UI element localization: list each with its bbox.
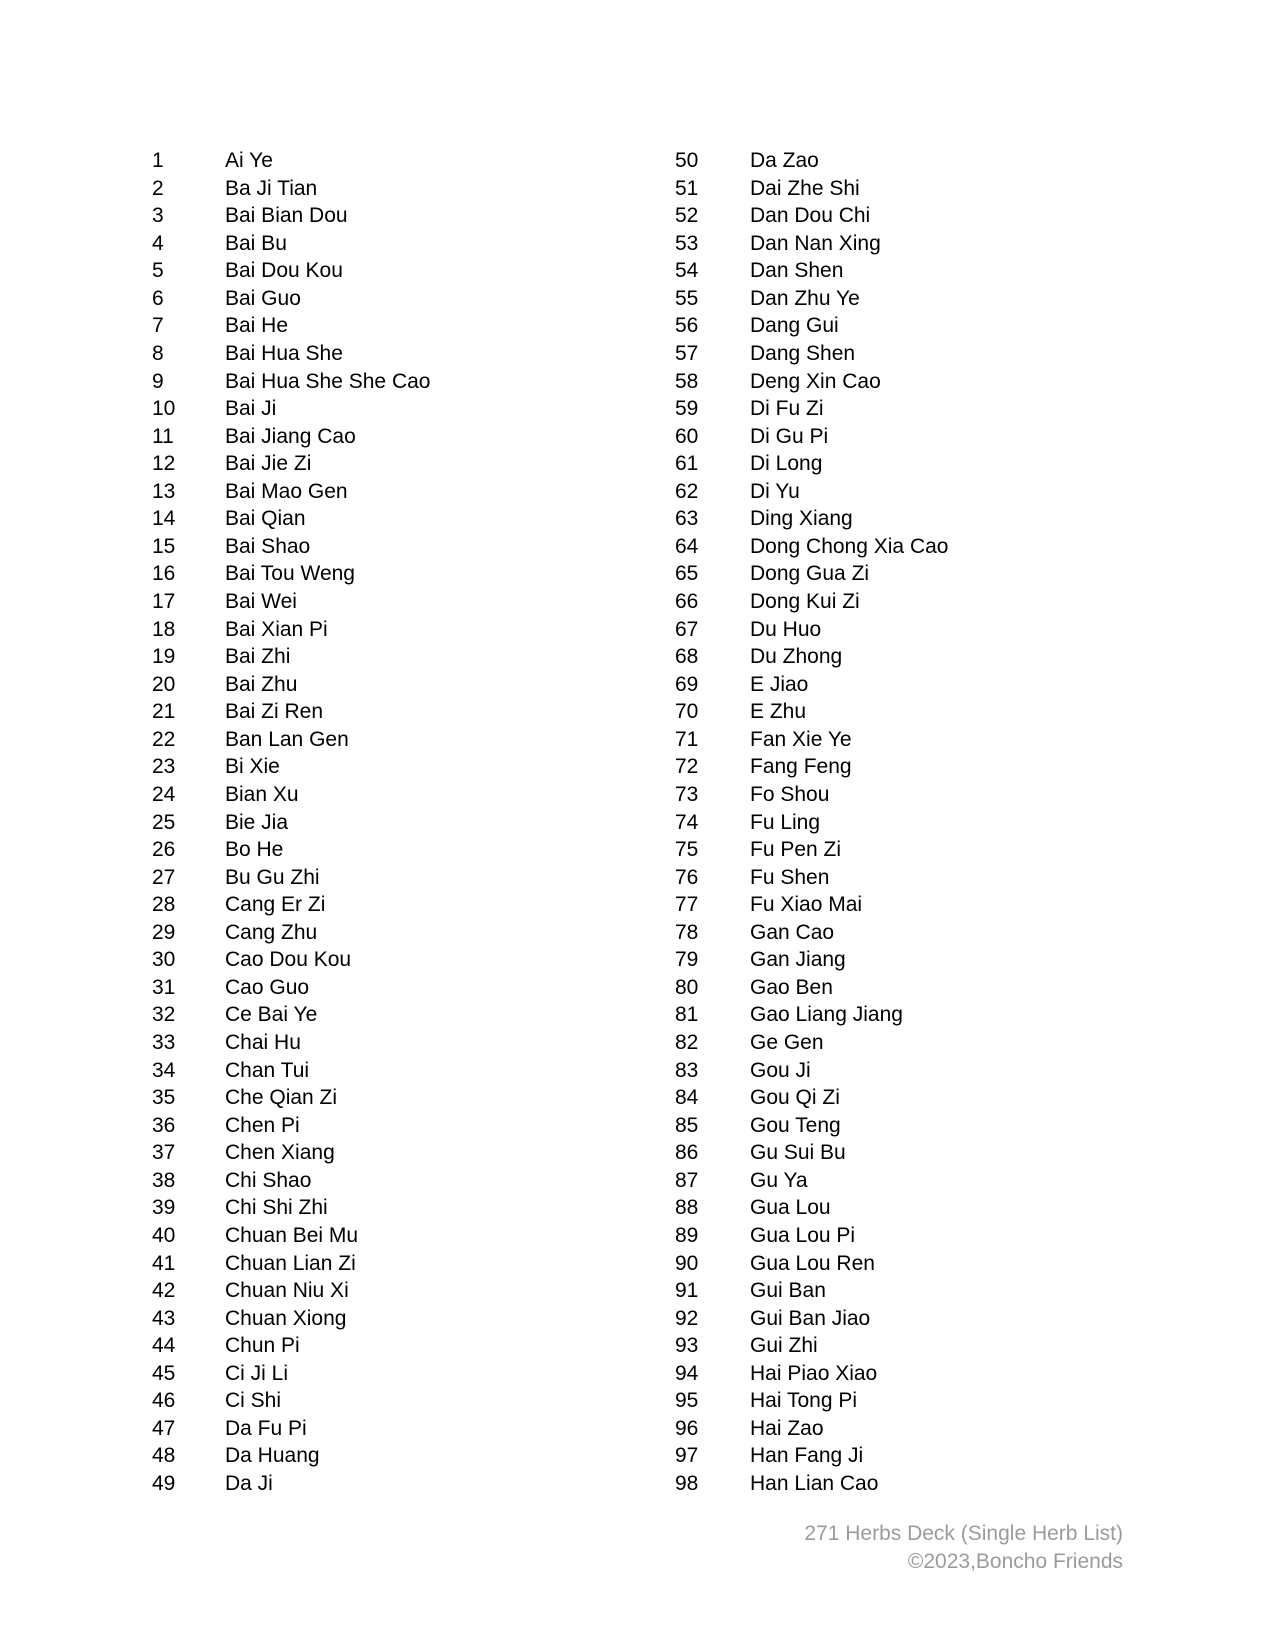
herb-name: Hai Tong Pi [750,1389,858,1413]
herb-list-item [152,285,430,313]
herb-number: 41 [152,1251,176,1275]
herb-list-item [152,809,430,837]
herb-list-item [152,340,430,368]
herb-number: 54 [675,259,699,283]
herb-list-item [152,1194,430,1222]
footer-copyright: ©2023,Boncho Friends [907,1549,1123,1573]
herb-name: Bian Xu [225,782,299,806]
herb-list-item [675,1139,948,1167]
herb-name: Chai Hu [225,1031,301,1054]
herb-number: 77 [675,893,699,917]
herb-name: Gui Ban Jiao [750,1306,871,1330]
herb-list-item [152,1360,430,1388]
herb-number: 9 [152,369,164,393]
herb-name: Bai Mao Gen [225,479,348,503]
herb-list-item [152,560,430,588]
herb-name: Bai Guo [225,286,301,310]
herb-name: Dan Dou Chi [750,204,871,228]
herb-number: 25 [152,810,176,834]
herb-name: E Jiao [750,672,809,696]
herb-name: Di Long [750,452,823,476]
herb-number: 82 [675,1031,699,1054]
herb-number: 3 [152,204,164,228]
herb-number: 81 [675,1003,699,1027]
herb-name: Di Fu Zi [750,397,824,421]
herb-list-item [675,505,948,533]
herb-number: 30 [152,948,176,972]
herb-number: 52 [675,204,699,228]
herb-list-item [152,1112,430,1140]
herb-name: Gou Ji [750,1058,811,1082]
herb-list-item [675,257,948,285]
herb-list-item [675,560,948,588]
herb-number: 73 [675,782,699,806]
herb-number: 13 [152,479,176,503]
herb-number: 79 [675,948,699,972]
herb-list-item [152,1139,430,1167]
herb-name: Gan Jiang [750,948,846,972]
herb-list-item [675,616,948,644]
herb-name: Dang Shen [750,341,856,365]
herb-list-item [152,1250,430,1278]
herb-number: 70 [675,700,699,724]
herb-list-item [675,230,948,258]
herb-list-item [675,781,948,809]
herb-name: Bi Xie [225,755,280,779]
herb-name: Bai Shao [225,534,311,558]
herb-list-item [675,1360,948,1388]
herb-list-item [152,257,430,285]
herb-list-item [675,423,948,451]
herb-number: 40 [152,1223,176,1247]
herb-list-item [675,1387,948,1415]
herb-name: Gua Lou Ren [750,1251,875,1275]
herb-name: Dan Shen [750,259,844,283]
herb-name: Da Ji [225,1472,273,1495]
herb-name: Bai Wei [225,590,297,613]
herb-name: Gao Liang Jiang [750,1003,903,1027]
herb-name: Fu Shen [750,865,830,889]
herb-number: 60 [675,424,699,448]
herb-number: 26 [152,838,176,862]
herb-name: Hai Piao Xiao [750,1361,878,1385]
herb-name: Ce Bai Ye [225,1003,318,1027]
herb-name: Da Fu Pi [225,1416,307,1440]
herb-list-item [152,671,430,699]
herb-list-item [675,1057,948,1085]
herb-number: 69 [675,672,699,696]
herb-number: 74 [675,810,699,834]
herb-name: Ban Lan Gen [225,727,349,751]
herb-list-item [675,1112,948,1140]
herb-name: Chuan Xiong [225,1306,347,1330]
herb-list-item [675,1442,948,1470]
herb-number: 67 [675,617,699,641]
herb-number: 2 [152,176,164,200]
herb-number: 43 [152,1306,176,1330]
herb-name: Gou Qi Zi [750,1086,840,1110]
herb-list-item [152,368,430,396]
herb-list-item [152,230,430,258]
herb-number: 1 [152,149,164,172]
herb-list-item [152,919,430,947]
herb-name: Gui Ban [750,1279,826,1303]
herb-list-item [152,836,430,864]
herb-list-column-2 [675,147,948,1498]
herb-name: Fang Feng [750,755,852,779]
herb-name: Bai Tou Weng [225,562,355,586]
herb-number: 15 [152,534,176,558]
herb-list-item [152,1029,430,1057]
herb-name: Gao Ben [750,975,833,999]
footer-deck-title: 271 Herbs Deck (Single Herb List) [804,1522,1123,1545]
herb-number: 6 [152,286,164,310]
herb-number: 19 [152,645,176,669]
herb-name: Dai Zhe Shi [750,176,860,200]
herb-list-item [152,423,430,451]
herb-name: Chan Tui [225,1058,310,1082]
herb-list-item [152,1057,430,1085]
herb-name: Ge Gen [750,1031,824,1054]
herb-number: 90 [675,1251,699,1275]
herb-list-item [675,1029,948,1057]
herb-name: Chen Xiang [225,1141,335,1165]
herb-list-item [152,1305,430,1333]
herb-number: 10 [152,397,176,421]
herb-number: 48 [152,1444,176,1468]
herb-list-item [152,1332,430,1360]
herb-name: Gui Zhi [750,1334,818,1358]
herb-list-item [152,505,430,533]
herb-number: 11 [152,424,174,448]
herb-name: Bai Jie Zi [225,452,312,476]
herb-name: Gua Lou Pi [750,1223,856,1247]
herb-list-item [675,1305,948,1333]
herb-number: 28 [152,893,176,917]
herb-number: 35 [152,1086,176,1110]
herb-number: 85 [675,1113,699,1137]
herb-number: 17 [152,590,176,613]
herb-list-item [675,864,948,892]
herb-list-item [675,1001,948,1029]
herb-list-item [675,395,948,423]
herb-name: Du Zhong [750,645,843,669]
herb-number: 50 [675,149,699,172]
herb-list-item [675,1084,948,1112]
herb-name: Ai Ye [225,149,273,172]
herb-name: Di Gu Pi [750,424,829,448]
herb-number: 7 [152,314,164,338]
herb-name: Chi Shi Zhi [225,1196,328,1220]
herb-list-item [152,643,430,671]
herb-name: Dong Kui Zi [750,590,860,613]
herb-list-item [675,478,948,506]
herb-name: Ci Ji Li [225,1361,289,1385]
herb-name: Bai Qian [225,507,306,531]
herb-number: 47 [152,1416,176,1440]
page-footer [804,1520,1123,1575]
herb-list-item [152,864,430,892]
herb-name: Dan Zhu Ye [750,286,860,310]
herb-number: 57 [675,341,699,365]
herb-number: 78 [675,920,699,944]
herb-list-item [675,698,948,726]
herb-name: Bai Dou Kou [225,259,343,283]
herb-number: 64 [675,534,699,558]
herb-list-item [152,395,430,423]
herb-number: 8 [152,341,164,365]
herb-list-item [675,726,948,754]
herb-list-item [152,726,430,754]
herb-number: 59 [675,397,699,421]
herb-number: 24 [152,782,176,806]
herb-name: Du Huo [750,617,822,641]
herb-number: 96 [675,1416,699,1440]
herb-number: 18 [152,617,176,641]
herb-name: Bai Zhu [225,672,298,696]
herb-number: 97 [675,1444,699,1468]
herb-number: 95 [675,1389,699,1413]
herb-list-item [152,1167,430,1195]
herb-name: Bai Ji [225,397,277,421]
herb-list-item [152,175,430,203]
herb-number: 98 [675,1472,699,1495]
herb-name: Bai Bian Dou [225,204,348,228]
herb-list-item [152,1222,430,1250]
herb-number: 20 [152,672,176,696]
herb-name: Bai Hua She [225,341,343,365]
herb-name: Bai Xian Pi [225,617,328,641]
herb-number: 68 [675,645,699,669]
herb-list-item [152,533,430,561]
herb-name: Chun Pi [225,1334,300,1358]
herb-number: 42 [152,1279,176,1303]
herb-list-item [675,450,948,478]
herb-name: Cang Er Zi [225,893,326,917]
herb-list-item [675,285,948,313]
herb-list-item [675,643,948,671]
herb-name: Cao Guo [225,975,310,999]
herb-list-item [675,891,948,919]
herb-name: Bu Gu Zhi [225,865,320,889]
herb-name: Fu Xiao Mai [750,893,863,917]
herb-name: Gou Teng [750,1113,841,1137]
herb-number: 16 [152,562,176,586]
herb-number: 89 [675,1223,699,1247]
herb-list-item [152,450,430,478]
herb-number: 72 [675,755,699,779]
herb-number: 61 [675,452,699,476]
herb-number: 49 [152,1472,176,1495]
herb-number: 5 [152,259,164,283]
herb-number: 75 [675,838,699,862]
herb-name: Bie Jia [225,810,289,834]
herb-number: 88 [675,1196,699,1220]
herb-list-item [152,1442,430,1470]
herb-name: Han Lian Cao [750,1472,879,1495]
herb-name: Deng Xin Cao [750,369,881,393]
herb-number: 51 [675,176,699,200]
herb-name: Chi Shao [225,1168,312,1192]
herb-name: Hai Zao [750,1416,824,1440]
herb-list-item [675,175,948,203]
herb-number: 55 [675,286,699,310]
herb-number: 37 [152,1141,176,1165]
herb-number: 80 [675,975,699,999]
herb-name: Dong Chong Xia Cao [750,534,949,558]
herb-name: Chuan Lian Zi [225,1251,356,1275]
herb-list-column-1 [152,147,430,1498]
herb-list-item [152,1277,430,1305]
herb-name: Bai Bu [225,231,287,255]
herb-name: E Zhu [750,700,807,724]
herb-list-item [675,1415,948,1443]
herb-number: 86 [675,1141,699,1165]
herb-list-item [152,781,430,809]
herb-number: 32 [152,1003,176,1027]
herb-number: 94 [675,1361,699,1385]
herb-list-item [152,1001,430,1029]
herb-name: Gan Cao [750,920,835,944]
herb-list-item [152,1470,430,1498]
herb-list-item [152,312,430,340]
herb-number: 31 [152,975,176,999]
herb-number: 65 [675,562,699,586]
herb-number: 76 [675,865,699,889]
herb-list-item [152,478,430,506]
herb-list-item [152,698,430,726]
herb-number: 22 [152,727,176,751]
herb-name: Gu Ya [750,1168,808,1192]
herb-list-item [675,588,948,616]
herb-number: 36 [152,1113,176,1137]
herb-list-item [675,1277,948,1305]
herb-name: Di Yu [750,479,800,503]
herb-number: 87 [675,1168,699,1192]
herb-name: Che Qian Zi [225,1086,338,1110]
herb-name: Bai Zhi [225,645,291,669]
herb-list-item [675,974,948,1002]
herb-name: Da Zao [750,149,819,172]
herb-name: Gu Sui Bu [750,1141,846,1165]
herb-name: Cao Dou Kou [225,948,352,972]
herb-number: 12 [152,452,176,476]
herb-name: Ding Xiang [750,507,853,531]
herb-number: 84 [675,1086,699,1110]
herb-name: Da Huang [225,1444,320,1468]
herb-list-item [152,946,430,974]
herb-name: Han Fang Ji [750,1444,864,1468]
herb-name: Chuan Bei Mu [225,1223,359,1247]
herb-number: 62 [675,479,699,503]
herb-name: Bai He [225,314,289,338]
herb-name: Dang Gui [750,314,839,338]
herb-number: 45 [152,1361,176,1385]
herb-name: Chuan Niu Xi [225,1279,349,1303]
herb-list-item [675,1470,948,1498]
herb-list-item [675,1194,948,1222]
herb-name: Fo Shou [750,782,830,806]
herb-list-item [152,974,430,1002]
herb-list-item [675,340,948,368]
herb-list-item [675,147,948,175]
herb-number: 58 [675,369,699,393]
herb-number: 53 [675,231,699,255]
herb-list-item [152,753,430,781]
herb-list-item [675,1222,948,1250]
herb-number: 71 [675,727,699,751]
herb-number: 4 [152,231,164,255]
herb-list-item [152,202,430,230]
herb-number: 21 [152,700,176,724]
herb-name: Ci Shi [225,1389,282,1413]
herb-name: Fan Xie Ye [750,727,852,751]
herb-list-item [675,836,948,864]
herb-list-item [152,1415,430,1443]
herb-list-item [152,616,430,644]
herb-number: 46 [152,1389,176,1413]
herb-number: 27 [152,865,176,889]
herb-list-item [675,1167,948,1195]
herb-list-item [152,1084,430,1112]
herb-number: 34 [152,1058,176,1082]
herb-name: Dan Nan Xing [750,231,881,255]
herb-list-item [675,312,948,340]
herb-number: 38 [152,1168,176,1192]
herb-list-item [675,753,948,781]
herb-list-item [675,919,948,947]
herb-name: Bai Jiang Cao [225,424,356,448]
herb-list-item [152,891,430,919]
herb-list-item [152,1387,430,1415]
herb-list-item [152,147,430,175]
herb-name: Cang Zhu [225,920,318,944]
herb-name: Chen Pi [225,1113,300,1137]
herb-number: 93 [675,1334,699,1358]
herb-list-item [675,1250,948,1278]
herb-list-item [675,368,948,396]
herb-number: 91 [675,1279,699,1303]
herb-name: Fu Ling [750,810,821,834]
herb-number: 83 [675,1058,699,1082]
herb-name: Dong Gua Zi [750,562,870,586]
herb-name: Bai Hua She She Cao [225,369,431,393]
herb-number: 92 [675,1306,699,1330]
herb-number: 29 [152,920,176,944]
herb-number: 39 [152,1196,176,1220]
herb-number: 63 [675,507,699,531]
herb-name: Gua Lou [750,1196,831,1220]
herb-number: 66 [675,590,699,613]
herb-list-item [675,533,948,561]
herb-name: Bai Zi Ren [225,700,324,724]
herb-list-item [675,809,948,837]
herb-number: 44 [152,1334,176,1358]
herb-list-item [675,202,948,230]
herb-number: 56 [675,314,699,338]
herb-number: 23 [152,755,176,779]
herb-list-item [675,946,948,974]
herb-list-item [675,671,948,699]
herb-number: 14 [152,507,176,531]
herb-list-item [675,1332,948,1360]
herb-list-item [152,588,430,616]
herb-number: 33 [152,1031,176,1054]
herb-name: Bo He [225,838,284,862]
herb-name: Fu Pen Zi [750,838,842,862]
herb-name: Ba Ji Tian [225,176,318,200]
